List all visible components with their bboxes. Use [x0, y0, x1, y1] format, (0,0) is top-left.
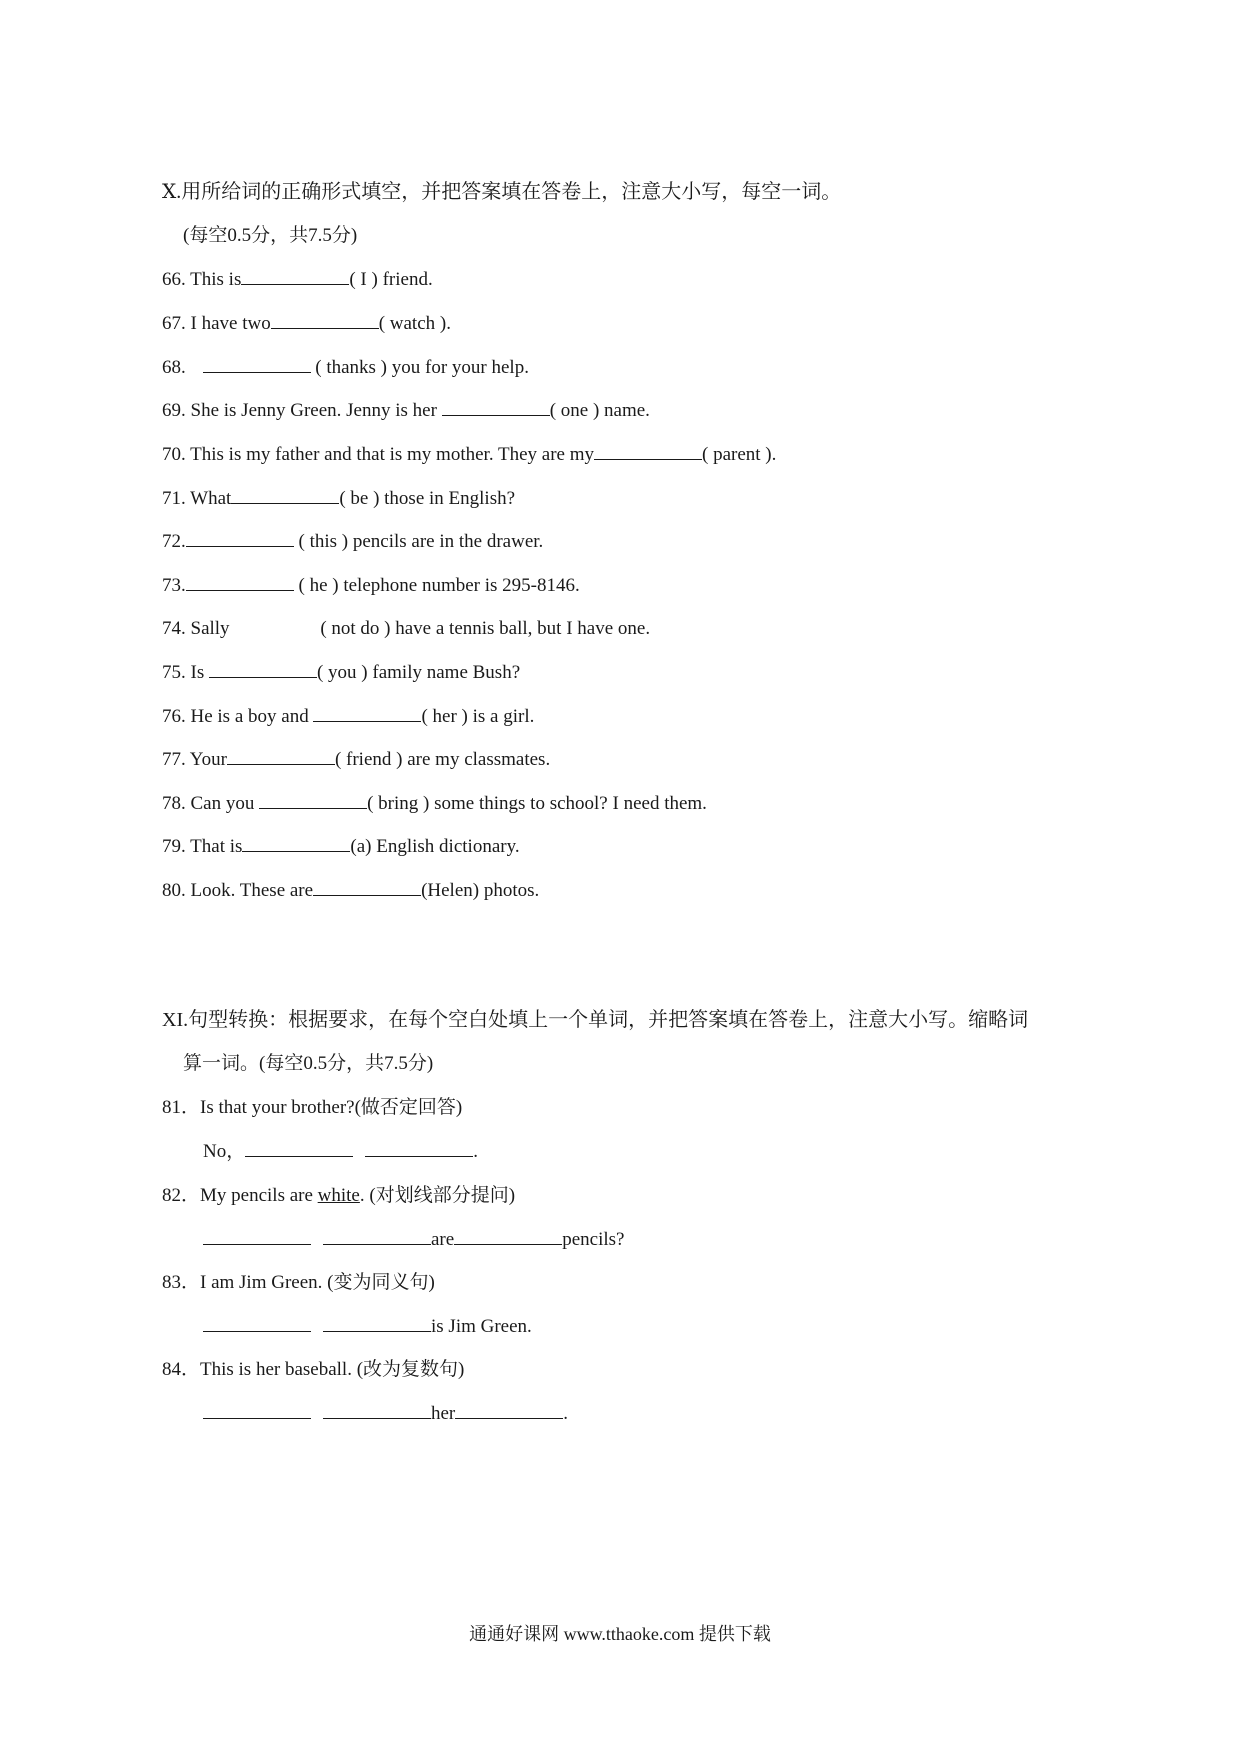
answer-blank[interactable]: [454, 1226, 562, 1245]
answer-blank[interactable]: [455, 1400, 563, 1419]
answer-83: is Jim Green.: [203, 1313, 532, 1341]
answer-blank[interactable]: [203, 1313, 311, 1332]
question-73: 73. ( he ) telephone number is 295-8146.: [162, 572, 580, 600]
answer-blank[interactable]: [231, 485, 339, 504]
answer-blank[interactable]: [323, 1400, 431, 1419]
answer-blank[interactable]: [186, 528, 294, 547]
question-82: 82．My pencils are white. (对划线部分提问): [162, 1185, 516, 1206]
question-69: 69. She is Jenny Green. Jenny is her ( one ) name.: [162, 397, 650, 425]
answer-blank[interactable]: [203, 1400, 311, 1419]
section-11-title: XI.句型转换：根据要求，在每个空白处填上一个单词，并把答案填在答卷上，注意大小写。缩略词: [162, 1009, 1029, 1031]
section-10-score: (每空0.5分，共7.5分): [183, 225, 358, 246]
question-81: 81．Is that your brother?(做否定回答): [162, 1097, 463, 1118]
question-77: 77. Your ( friend ) are my classmates.: [162, 746, 550, 774]
section-11-title-cont: 算一词。(每空0.5分，共7.5分): [183, 1053, 434, 1074]
answer-84: her .: [203, 1400, 568, 1428]
answer-81: No， .: [203, 1138, 478, 1166]
answer-blank[interactable]: [323, 1226, 431, 1245]
answer-blank[interactable]: [242, 833, 350, 852]
answer-blank[interactable]: [365, 1138, 473, 1157]
answer-82: are pencils?: [203, 1226, 624, 1254]
answer-blank[interactable]: [594, 441, 702, 460]
page-footer: 通通好课网 www.tthaoke.com 提供下载: [469, 1624, 771, 1644]
answer-blank[interactable]: [186, 572, 294, 591]
answer-blank[interactable]: [442, 397, 550, 416]
question-67: 67. I have two ( watch ).: [162, 310, 451, 338]
answer-blank[interactable]: [259, 790, 367, 809]
question-70: 70. This is my father and that is my mother. They are my ( parent ).: [162, 441, 776, 469]
question-78: 78. Can you ( bring ) some things to school? I need them.: [162, 790, 707, 818]
question-72: 72. ( this ) pencils are in the drawer.: [162, 528, 543, 556]
answer-blank[interactable]: [245, 1138, 353, 1157]
answer-blank[interactable]: [227, 746, 335, 765]
answer-blank[interactable]: [203, 354, 311, 373]
question-83: 83．I am Jim Green. (变为同义句): [162, 1272, 435, 1293]
question-79: 79. That is (a) English dictionary.: [162, 833, 520, 861]
question-75: 75. Is ( you ) family name Bush?: [162, 659, 520, 687]
answer-blank[interactable]: [271, 310, 379, 329]
answer-blank[interactable]: [323, 1313, 431, 1332]
question-80: 80. Look. These are (Helen) photos.: [162, 877, 539, 905]
section-10-title: Ⅹ.用所给词的正确形式填空，并把答案填在答卷上，注意大小写，每空一词。: [162, 181, 842, 203]
answer-blank[interactable]: [313, 703, 421, 722]
question-68: 68. ( thanks ) you for your help.: [162, 354, 529, 382]
answer-blank[interactable]: [209, 659, 317, 678]
answer-blank[interactable]: [203, 1226, 311, 1245]
underlined-word: white: [317, 1185, 360, 1206]
question-74: 74. Sally ( not do ) have a tennis ball, but I have one.: [162, 618, 651, 639]
question-76: 76. He is a boy and ( her ) is a girl.: [162, 703, 534, 731]
answer-blank[interactable]: [313, 877, 421, 896]
question-66: 66. This is ( I ) friend.: [162, 266, 433, 294]
answer-blank[interactable]: [241, 266, 349, 285]
question-84: 84．This is her baseball. (改为复数句): [162, 1359, 465, 1380]
question-71: 71. What ( be ) those in English?: [162, 485, 515, 513]
